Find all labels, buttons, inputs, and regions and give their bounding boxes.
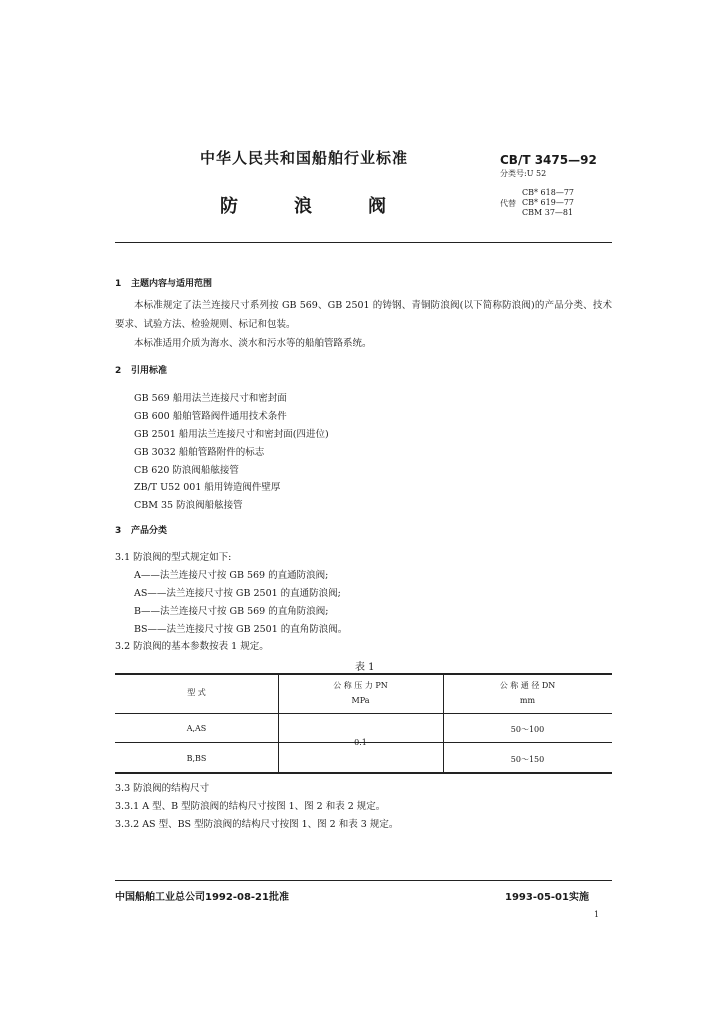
- reference-item: ZB/T U52 001 船用铸造阀件壁厚: [134, 482, 281, 493]
- type-definition: B——法兰连接尺寸按 GB 569 的直角防浪阀;: [134, 606, 329, 617]
- title-char-3: 阀: [368, 196, 386, 217]
- table-top-rule: [115, 673, 612, 675]
- section-title: 引用标准: [131, 366, 168, 376]
- section-1-heading: [115, 276, 212, 289]
- implementation-date: 1993-05-01实施: [505, 892, 589, 903]
- clause-3-1: 3.1 防浪阀的型式规定如下:: [115, 552, 232, 563]
- replaced-standard: CBM 37—81: [522, 208, 574, 217]
- table-bottom-rule: [115, 772, 612, 774]
- section-1-paragraph-1: 本标准规定了法兰连接尺寸系列按 GB 569、GB 2501 的铸钢、青铜防浪阀(以下简称防浪阀)的产品分类、技术要求、试验方法、检验规则、标记和包装。: [115, 300, 612, 330]
- replaced-standards: [522, 188, 574, 218]
- reference-item: GB 3032 船舶管路附件的标志: [134, 447, 265, 458]
- table-header-pressure: 公 称 压 力 PN: [333, 681, 388, 690]
- table-header-dn: 公 称 通 径 DN: [499, 681, 556, 690]
- section-number: 1: [115, 279, 122, 289]
- clause-3-3-1: 3.3.1 A 型、B 型防浪阀的结构尺寸按图 1、图 2 和表 2 规定。: [115, 801, 386, 812]
- type-definition: AS——法兰连接尺寸按 GB 2501 的直通防浪阀;: [134, 588, 341, 599]
- table-cell-type: B,BS: [186, 754, 207, 763]
- table-cell-dn: 50～150: [510, 755, 545, 764]
- reference-item: GB 569 船用法兰连接尺寸和密封面: [134, 393, 287, 404]
- replaces-label: 代替: [500, 199, 516, 208]
- section-title: 主题内容与适用范围: [131, 279, 213, 289]
- issuing-organization: 中华人民共和国船舶行业标准: [200, 149, 409, 167]
- title-char-1: 防: [220, 196, 238, 217]
- approval-date: 中国船舶工业总公司1992-08-21批准: [115, 892, 289, 903]
- section-2-heading: [115, 363, 167, 376]
- type-definition: BS——法兰连接尺寸按 GB 2501 的直角防浪阀。: [134, 624, 348, 635]
- table-header-type: 型 式: [187, 688, 206, 697]
- section-number: 2: [115, 366, 122, 376]
- replaced-standard: CB* 618—77: [522, 188, 574, 197]
- clause-3-3: 3.3 防浪阀的结构尺寸: [115, 783, 210, 794]
- title-char-2: 浪: [294, 196, 312, 217]
- section-3-heading: [115, 523, 167, 536]
- table-header-dn-unit: mm: [519, 696, 536, 705]
- clause-3-2: 3.2 防浪阀的基本参数按表 1 规定。: [115, 641, 269, 652]
- section-1-paragraph-2: 本标准适用介质为海水、淡水和污水等的船舶管路系统。: [134, 338, 372, 349]
- header-divider: [115, 242, 612, 243]
- type-definition: A——法兰连接尺寸按 GB 569 的直通防浪阀;: [134, 570, 329, 581]
- table-header-rule: [115, 713, 612, 714]
- reference-item: GB 2501 船用法兰连接尺寸和密封面(四进位): [134, 429, 329, 440]
- table-cell-dn: 50～100: [510, 725, 545, 734]
- footer-divider: [115, 880, 612, 881]
- section-title: 产品分类: [131, 526, 168, 536]
- clause-3-3-2: 3.3.2 AS 型、BS 型防浪阀的结构尺寸按图 1、图 2 和表 3 规定。: [115, 819, 399, 830]
- table-header-pressure-unit: MPa: [351, 696, 370, 705]
- page-number: 1: [594, 910, 600, 919]
- table-caption: 表 1: [355, 662, 375, 673]
- standard-number: CB/T 3475—92: [500, 153, 597, 167]
- classification-number: 分类号:U 52: [500, 169, 547, 178]
- reference-item: GB 600 船舶管路阀件通用技术条件: [134, 411, 287, 422]
- replaced-standard: CB* 619—77: [522, 198, 574, 207]
- reference-item: CB 620 防浪阀船舷接管: [134, 465, 239, 476]
- reference-item: CBM 35 防浪阀船舷接管: [134, 500, 243, 511]
- document-title: [220, 192, 442, 218]
- section-number: 3: [115, 526, 122, 536]
- table-cell-type: A,AS: [186, 724, 207, 733]
- table-cell-pressure: 0.1: [354, 738, 367, 747]
